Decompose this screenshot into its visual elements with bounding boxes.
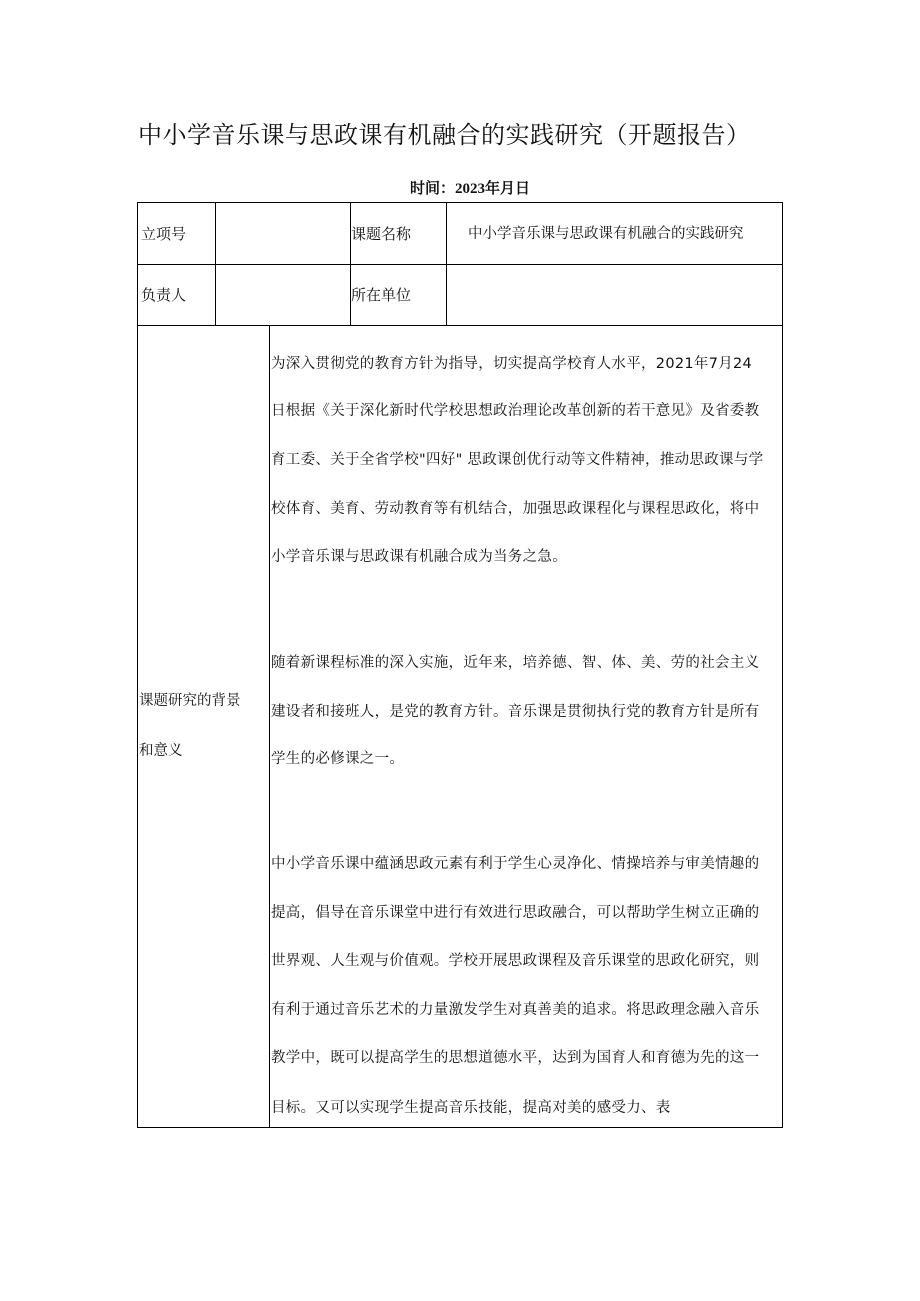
row1-bottom-border xyxy=(138,264,782,265)
paragraph3-line: 世界观、人生观与价值观。学校开展思政课程及音乐课堂的思政化研究，则 xyxy=(271,953,760,969)
paragraph2-line: 学生的必修课之一。 xyxy=(271,751,405,767)
document-title: 中小学音乐课与思政课有机融合的实践研究（开题报告） xyxy=(138,121,751,149)
col3-border xyxy=(446,203,447,325)
label-column-border xyxy=(269,325,270,1127)
row2-bottom-border xyxy=(138,325,782,326)
paragraph1-line: 小学音乐课与思政课有机融合成为当务之急。 xyxy=(271,549,567,565)
paragraph1-line: 校体育、美育、劳动教育等有机结合，加强思政课程化与课程思政化，将中 xyxy=(271,501,760,517)
paragraph1-line: 日根据《关于深化新时代学校思想政治理论改革创新的若干意见》及省委教 xyxy=(271,403,760,419)
report-table xyxy=(137,202,783,1128)
paragraph3-line: 有利于通过音乐艺术的力量激发学生对真善美的追求。将思政理念融入音乐 xyxy=(271,1002,760,1018)
col1-border xyxy=(215,203,216,325)
leader-label: 负责人 xyxy=(141,286,187,304)
paragraph2-line: 随着新课程标准的深入实施，近年来，培养德、智、体、美、劳的社会主义 xyxy=(271,655,760,671)
unit-label: 所在单位 xyxy=(351,286,412,304)
topic-name-label: 课题名称 xyxy=(351,225,412,243)
paragraph3-line: 提高，倡导在音乐课堂中进行有效进行思政融合，可以帮助学生树立正确的 xyxy=(271,905,760,921)
background-section-label-line1: 课题研究的背景 xyxy=(139,693,241,709)
topic-name-value: 中小学音乐课与思政课有机融合的实践研究 xyxy=(468,226,744,242)
document-date: 时间：2023年月日 xyxy=(410,181,531,197)
background-section-label-line2: 和意义 xyxy=(139,743,183,759)
paragraph2-line: 建设者和接班人，是党的教育方针。音乐课是贯彻执行党的教育方针是所有 xyxy=(271,704,760,720)
project-number-label: 立项号 xyxy=(141,225,187,243)
paragraph3-line: 目标。又可以实现学生提高音乐技能，提高对美的感受力、表 xyxy=(271,1100,671,1116)
paragraph3-line: 教学中，既可以提高学生的思想道德水平，达到为国育人和育德为先的这一 xyxy=(271,1050,760,1066)
paragraph3-line: 中小学音乐课中蕴涵思政元素有利于学生心灵净化、情操培养与审美情趣的 xyxy=(271,856,760,872)
paragraph1-line: 育工委、关于全省学校"四好" 思政课创优行动等文件精神，推动思政课与学 xyxy=(271,452,764,468)
col2-border xyxy=(350,203,351,325)
paragraph1-line: 为深入贯彻党的教育方针为指导，切实提高学校育人水平，2021年7月24 xyxy=(271,356,753,372)
